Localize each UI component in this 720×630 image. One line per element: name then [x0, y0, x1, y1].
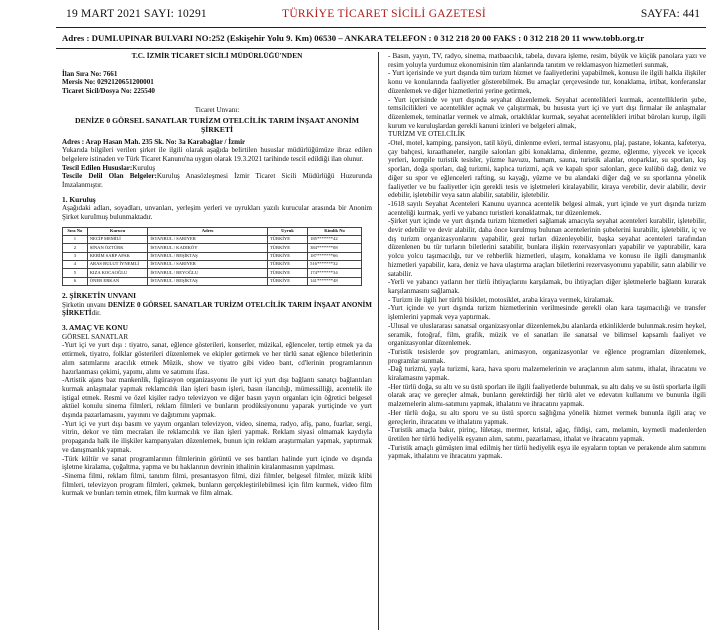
gazette-title: TÜRKİYE TİCARET SİCİLİ GAZETESİ	[282, 8, 487, 20]
cell-sira: 6	[63, 277, 88, 285]
right-column	[388, 52, 706, 630]
tescil-line	[62, 164, 372, 173]
address-bar: Adres : DUMLUPINAR BULVARI NO:252 (Eskişehir Yolu 9. Km) 06530 – ANKARA TELEFON : 0 312 218 20 00 FAKS : 0 312 218 20 11 www.tobb.org.tr	[62, 33, 645, 43]
founders-table	[62, 227, 362, 286]
cell-kimlik: 185*******42	[308, 236, 362, 244]
mersis-no: Mersis No: 0292120651200001	[62, 78, 154, 87]
ilan-sira-no: İlan Sıra No: 7661	[62, 69, 118, 78]
cell-adres: İSTANBUL / SARIYER	[148, 261, 267, 269]
address-rule	[56, 48, 706, 49]
col-header-sira: Sıra No	[63, 227, 88, 235]
paragraph: -Yurt içi ve yurt dışı : tiyatro, sanat, eğlence gösterileri, konserler, müzikal, eğlenceler, tertip etmek ya da ettirmek, tiyatro, folklar gösterileri düzenlemek ve ekipler getirmek ve her türlü sanat eğlence biletlerinin alım satımlarını aracılık etmek Müzik, show ve tiyatro gibi video bant, cd'lerinin programlarının hazırlanması çekimi, yapımı, alımı ve satımını ifası.	[62, 341, 372, 376]
table-row	[63, 269, 362, 277]
cell-uyruk: TÜRKİYE	[267, 252, 307, 260]
trade-name-label: Ticaret Unvanı:	[194, 105, 240, 114]
issue-date: 19 MART 2021 SAYI: 10291	[66, 8, 207, 20]
cell-kimlik: 384*******08	[308, 244, 362, 252]
col-header-uyruk: Uyruk	[267, 227, 307, 235]
table-row	[63, 252, 362, 260]
paragraph: - Turizm ile ilgili her türlü bisiklet, motosiklet, araba kiraya vermek, kiralamak.	[388, 295, 614, 304]
paragraph: -Turistik tesislerde şov programları, animasyon, organizasyonlar ve eğlence programları düzenlemek, programlar sunmak.	[388, 347, 706, 365]
cell-sira: 1	[63, 236, 88, 244]
cell-kurucu: SİNAN ÖZTÜRK	[87, 244, 148, 252]
table-row	[63, 277, 362, 285]
company-title: DENİZE 0 GÖRSEL SANATLAR TURİZM OTELCİLİK TARIM İNŞAAT ANONİM ŞİRKETİ	[74, 115, 360, 135]
section-1-title: 1. Kuruluş	[62, 194, 96, 204]
paragraph: -Otel, motel, kamping, pansiyon, tatil köyü, dinlenme evleri, termal istasyonu, plaj, pastane, lokanta, kafeterya, çay bahçesi, kıraathaneler, nargile salonları gibi konaklama, dinlenme, gezme, eğlenme, yiyecek ve içecek yerleri, kompile turistik tesisler, yüzme havuzu, hamam, sauna, turistik alanlar, otoparklar, su sporları, kış sporları, doğa sporları, dağ turizmi, kaplıca turizmi, açık ve kapalı spor salonları, gece kulübü dağ, deniz ve diğer su spor ve eğlenceleri rafting, su kayağı, yüzme ve bu alandaki diğer dağ ve su sporlarına yönelik faaliyetler ve bu faaliyetler için gerekli tesis ve işletmeleri kiralayabilir, kiraya verebilir, devir alabilir, devir edebilir, işletebilir veya satın alabilir, satabilir, işletebilir.	[388, 139, 706, 200]
section-2-title: 2. ŞİRKETİN UNVANI	[62, 290, 136, 300]
office-heading: T.C. İZMİR TİCARET SİCİLİ MÜDÜRLÜĞÜ'NDEN	[131, 52, 303, 60]
paragraph: -Yurt içinde ve yurt dışında turizm hizmetlerinin verilmesinde gerekli olan kara taşımacılığı ve transfer işlemlerini yapmak veya yaptırmak.	[388, 304, 706, 322]
paragraph: -Türk kültür ve sanat programlarının filmlerinin görüntü ve ses bantları halinde yurt içinde ve dışında işletme kiralama, çoğaltma, yapma ve bu haklarının devrinin ithalinin kiralanmasının yapılması.	[62, 454, 372, 472]
cell-adres: İSTANBUL / BEYOĞLU	[148, 269, 267, 277]
section-2-prefix: Şirketin unvanı	[62, 300, 108, 309]
section-3-subtitle: GÖRSEL SANATLAR	[62, 332, 129, 341]
paragraph: -Yerli ve yabancı yatların her türlü ihtiyaçlarını karşılamak, bu ihtiyaçları diğer işletmelerle bağlantı kurarak karşılanmasını sağlamak.	[388, 278, 706, 295]
header-rule	[56, 27, 706, 28]
cell-adres: İSTANBUL / KADIKÖY	[148, 244, 267, 252]
paragraph: -Artistik ajans baz mankenlik, figürasyon organizasyonu ile yurt içi yurt dışı bağlantı sanatçı bağlantıları kurmak anlaşmalar yapmak reklamcılık ilan işleri basın işleri, basın ilancılığı, mümessilliği, acentelik ile iştigal etmek. Resmi ve özel kişiler radyo televizyon ve diğer basın yayın organları için öğretici belgesel aktüel konulu sinema filmleri, reklam filmleri ve bunların prodüksiyonunu yaparak yurtiçinde ve yurt dışında pazarlamasını, yayınını ve dağıtımını yapmak.	[62, 376, 372, 420]
table-row	[63, 236, 362, 244]
cell-sira: 3	[63, 252, 88, 260]
cell-uyruk: TÜRKİYE	[267, 277, 307, 285]
cell-uyruk: TÜRKİYE	[267, 236, 307, 244]
cell-kurucu: KIZA KOCAOĞLU	[87, 269, 148, 277]
cell-kurucu: NECİP MEMİLİ	[87, 236, 148, 244]
paragraph: - Yurt içerisinde ve yurt dışında seyahat düzenlemek. Seyahat acentelikleri kurmak, acentelliklerin şube, temsilcilikleri ve acentelikler açmak ve çalıştırmak, bu hususta yurt içi ve yurt dışı firmalar ile anlaşmalar düzenlemek, teminatlar vermek ve almak, ortaklıklar kurmak, seyahat acentelikleri irtibat büroları kurup, ilgili kurum ve kuruluşlardan gerekli kanuni izinleri ve belgeleri almak,	[388, 95, 706, 130]
col1-paragraphs	[62, 341, 372, 498]
paragraph: -Yurt içi ve yurt dışı basım ve yayım organları televizyon, video, sinema, radyo, afiş, pano, fuarlar, sergi, vitrin, dekor ve tüm mecraları ile reklamcılık ve ilan işleri yapmak. Reklam siyasi olmamak kaydıyla propaganda halk ile ilişkiler kampanyaları düzenlemek, bunun için reklam araştırmaları yapmak, yaptırmak ve danışmanlık yapmak.	[62, 419, 372, 454]
left-column	[62, 52, 372, 630]
paragraph: -Her türlü doğa, su altı sporu ve su üstü sporcu sağlığına yönelik hizmet vermek bununla ilgili araç ve gereçlerin, ihracatını ve ithalatını yapmak.	[388, 408, 706, 426]
page-header	[0, 6, 720, 24]
paragraph: -Şirket yurt içinde ve yurt dışında turizm hizmetleri sağlamak amacıyla seyahat acenteleri kurabilir, işletebilir, devir edebilir ve devir alabilir, daha önce kurulmuş bulunan acentelerinin şubelerini kurabilir, işletebilir, iç ve dış turizm organizasyonlarını yapabilir, gezi turları düzenleyebilir, başka seyahat acenteleri tarafından düzenlenen bu tür turların biletlerini satabilir, bunlara ilişkin rezervasyonları yapabilir ve yaptırabilir, kara yolcu yolcu taşımacılığı, tur ve rehberlik hizmetleri, ulaşım, konaklama ve konusu ile ilgili danışmanlık hizmetleri yapabilir, kara, deniz ve hava ulaştırma araçları biletlerini rezervasyonunu yapabilir, satın alabilir ve satabilir.	[388, 217, 706, 278]
cell-adres: İSTANBUL / SARIYER	[148, 236, 267, 244]
cell-sira: 2	[63, 244, 88, 252]
column-divider	[378, 52, 379, 630]
tescile-value: Kuruluş Anasözleşmesi İzmir Ticaret Sicili Müdürlüğü Huzurunda İmzalanmıştır.	[62, 172, 372, 190]
page-number: SAYFA: 441	[640, 8, 700, 20]
company-address: Adres : Arap Hasan Mah. 235 Sk. No: 3a Karabağlar / İzmir	[62, 137, 246, 146]
cell-kimlik: 187*******66	[308, 252, 362, 260]
paragraph: -Ulusal ve uluslararası sanatsal organizasyonlar düzenlemek,bu alanlarda etkinliklerde bulunmak.resim heykel, seramik, fotoğraf, film, grafik, müzik ve el sanatları ile sanatsal ve bilimsel kapsamlı faaliyet ve organizasyonlar düzenlemek.	[388, 321, 706, 348]
section-2-name: DENİZE 0 GÖRSEL SANATLAR TURİZM OTELCİLİK TARIM İNŞAAT ANONİM ŞİRKETİ	[62, 300, 372, 318]
tescil-value: Kuruluş	[132, 163, 156, 172]
founders-table-header	[63, 227, 362, 235]
paragraph: - Basın, yayın, TV, radyo, sinema, matbaacılık, tabela, duvara işleme, resim, büyük ve küçük panolara yazı ve resim yoluyla yurdumuz ekonomisinin tüm alanlarında tanıtım ve reklamasyon hizmetleri sunmak,	[388, 52, 706, 69]
paragraph: -Turistik amaçla bakır, pirinç, lületaşı, mermer, kristal, ağaç, fildişi, cam, melamin, kıymetli madenlerden üretilen her türlü hediyelik eşyanın alım, satımı, pazarlaması, ithalat ve ihracatını yapmak.	[388, 426, 706, 443]
section-1-text: Aşağıdaki adları, soyadları, unvanları, yerleşim yerleri ve uyrukları yazılı kurucular arasında bir Anonim Şirket kuruImuş bulunmaktadır.	[62, 204, 372, 222]
col-header-adres: Adres	[148, 227, 267, 235]
founders-table-body	[63, 236, 362, 286]
cell-uyruk: TÜRKİYE	[267, 244, 307, 252]
tescile-label: Tescile Delil Olan Belgeler:	[62, 172, 157, 181]
cell-adres: İSTANBUL / BEŞİKTAŞ	[148, 252, 267, 260]
cell-uyruk: TÜRKİYE	[267, 269, 307, 277]
tescil-label: Tescil Edilen Hususlar:	[62, 163, 133, 172]
cell-adres: İSTANBUL / BEŞİKTAŞ	[148, 277, 267, 285]
paragraph: TURİZM VE OTELCİLİK	[388, 130, 466, 139]
paragraph: -Dağ turizmi, yayla turizmi, kara, hava sporu malzemelerinin ve araçlarının alım satımı, ithalat, ihracatını ve kiralamasını yapmak.	[388, 365, 706, 383]
cell-kimlik: 141*******48	[308, 277, 362, 285]
table-row	[63, 244, 362, 252]
sicil-dosya-no: Ticaret Sicil/Dosya No: 225540	[62, 87, 155, 96]
cell-kimlik: 516*******32	[308, 261, 362, 269]
cell-kurucu: ARAS BULUT İYNEMLİ	[87, 261, 148, 269]
paragraph: -Sinema filmi, reklam filmi, tanıtım filmi, presantasyon filmi, dizi filmler, belgesel filmler, müzik klibi filmleri, televizyon program filmleri, çekmek, bunların gerçekleştirilebilmesi için film kurmek, video film kurmak ve bunları temin etmek, film kurmak ve film almak.	[62, 471, 372, 498]
cell-kurucu: ÖNER ERKAN	[87, 277, 148, 285]
table-row	[63, 261, 362, 269]
paragraph: - Yurt içerisinde ve yurt dışında tüm turizm hizmet ve faaliyetlerini yapabilmek, konusu ile ilgili halkla ilişkiler konu ve konularında faaliyetler gösterebilmek. Bu amaçlar çerçevesinde tur, konaklama, irtibat, konferanslar düzenlemek ve diğer hizmetlerini yerine getirmek,	[388, 69, 706, 95]
cell-kurucu: KERİM SARP APAK	[87, 252, 148, 260]
col-header-kurucu: Kurucu	[87, 227, 148, 235]
tescile-line	[62, 172, 372, 189]
paragraph: -1618 sayılı Seyahat Acenteleri Kanunu uyarınca acentelik belgesi almak, yurt içinde ve yurt dışında turizm acenteliği kurmak, yerli ve yabancı turistleri konaklatmak, tur düzenlemek.	[388, 199, 706, 217]
section-3-title: 3. AMAÇ VE KONU	[62, 323, 128, 333]
cell-uyruk: TÜRKİYE	[267, 261, 307, 269]
cell-kimlik: 174*******34	[308, 269, 362, 277]
section-2-suffix: dir.	[91, 309, 101, 318]
cell-sira: 4	[63, 261, 88, 269]
section-2-text	[62, 301, 372, 318]
paragraph: -Her türlü doğa, su altı ve su üstü sporları ile ilgili faaliyetlerde bulunmak, su altı dalış ve su üstü sporlarla ilgili olarak araç ve gereçler almak, bunların gerektirdiği her türlü alet ve edevatın kullanımı ve bununla ilgili malzemelerin alımı-satımını yapmak, ithalatını ve ihracatını yapmak.	[388, 382, 706, 409]
col-header-kimlik: Kimlik No	[308, 227, 362, 235]
paragraph: -Turistik amaçlı gümüşten imal edilmiş her türlü hediyelik eşya ile eşyaların toptan ve perakende alım satımını yapmak, ithalatını ve ihracatını yapmak.	[388, 443, 706, 461]
intro-text: Yukarıda bilgileri verilen şirket ile ilgili olarak aşağıda belirtilen hususlar müdürlüğümüze ibraz edilen belgelere istinaden ve Türk Ticaret Kanunu'na uygun olarak 19.3.2021 tarihinde tescil edildiği ilan olunur.	[62, 146, 372, 163]
cell-sira: 5	[63, 269, 88, 277]
